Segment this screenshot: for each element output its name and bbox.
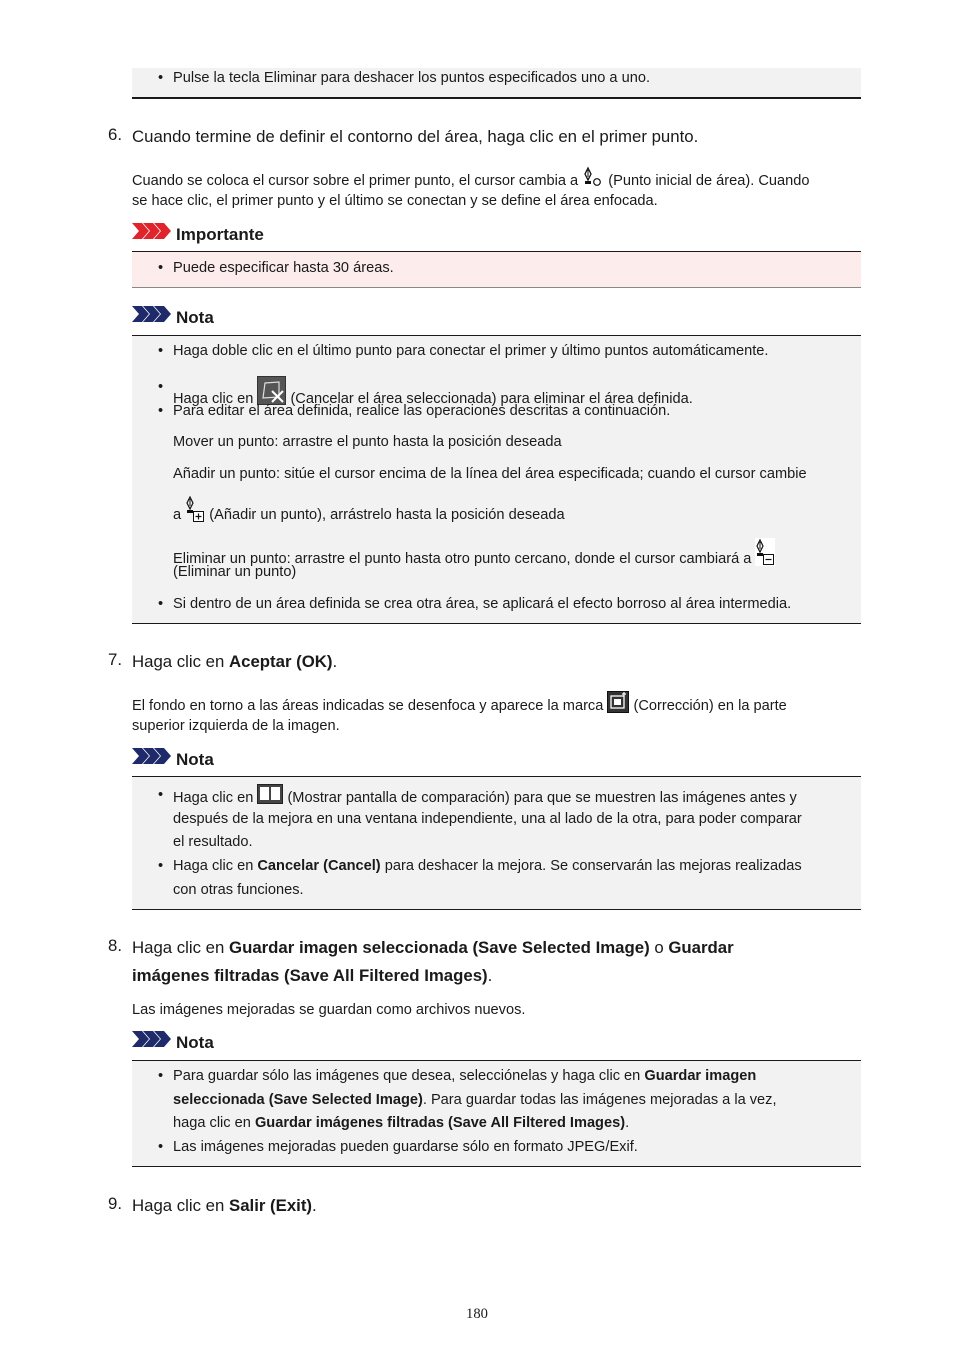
step-7-text-bold: Aceptar (OK) [229, 652, 333, 671]
step-7-text [132, 648, 861, 676]
bullet: • [158, 596, 164, 612]
important-bullet-1: Puede especificar hasta 30 áreas. [173, 260, 394, 276]
note-3-bullet-1-bold-1: Guardar imagen [644, 1068, 757, 1084]
step-8-line-1 [132, 934, 861, 962]
bullet: • [158, 260, 164, 276]
note-1-bottom-rule [132, 623, 861, 624]
note-2-heading [132, 749, 214, 771]
note-3-bullet-1-line-1 [173, 1065, 855, 1089]
step-9-number: 9. [108, 1194, 122, 1213]
note-1-add-point-line [173, 496, 855, 531]
note-3-label: Nota [176, 1033, 214, 1053]
bullet: • [158, 787, 164, 803]
note-3-bullet-1-bold-3: Guardar imágenes filtradas (Save All Filtered Images) [254, 1115, 626, 1131]
note-1-add-point-c: (Añadir un punto), arrástrelo hasta la posición deseada [209, 507, 565, 523]
important-chevron-icon [132, 222, 172, 249]
step-6-number: 6. [108, 125, 122, 144]
note-3-bullet-1-c: haga clic en [173, 1115, 255, 1131]
bullet: • [158, 343, 164, 359]
note-1-delete-point-b: (Eliminar un punto) [173, 564, 297, 580]
note-3-bottom-rule [132, 1166, 861, 1167]
note-2-bullet-2-b: para deshacer la mejora. Se conservarán las mejoras realizadas [380, 858, 802, 874]
step-7-text-b: . [332, 652, 338, 671]
page-number: 180 [466, 1306, 488, 1322]
note-1-label: Nota [176, 308, 214, 328]
note-2-bullet-1-d: el resultado. [173, 834, 253, 850]
important-bottom-rule [132, 287, 861, 288]
step-6-para-a: Cuando se coloca el cursor sobre el primer punto, el cursor cambia a [132, 173, 579, 189]
note-chevron-icon [132, 747, 172, 774]
note-3-heading [132, 1032, 214, 1054]
step-7-para-c: superior izquierda de la imagen. [132, 718, 340, 734]
bullet: • [158, 70, 164, 86]
note-1-bullet-3: Para editar el área definida, realice las operaciones descritas a continuación. [173, 403, 671, 419]
note-2-bullet-2 [173, 855, 855, 879]
step-8-line-1-a: Haga clic en [132, 938, 230, 957]
note-chevron-icon [132, 1030, 172, 1057]
step-9-text [132, 1192, 861, 1220]
note-2-bullet-1-c: después de la mejora en una ventana independiente, una al lado de la otra, para poder comparar [173, 811, 802, 827]
step-6-para-c: se hace clic, el primer punto y el último se conectan y se define el área enfocada. [132, 193, 658, 209]
note-1-add-point-b: a [173, 507, 182, 523]
step-8-line-1-bold-1: Guardar imagen seleccionada (Save Selected Image) [229, 938, 650, 957]
note-2-bullet-2-bold: Cancelar (Cancel) [257, 858, 381, 874]
step-8-number: 8. [108, 936, 122, 955]
step-6-para-b: (Punto inicial de área). Cuando [608, 173, 810, 189]
bullet: • [158, 858, 164, 874]
note-1-heading [132, 307, 214, 329]
bullet: • [158, 379, 164, 395]
note-2-bullet-1-a: Haga clic en [173, 790, 254, 806]
step-9-text-a: Haga clic en [132, 1196, 230, 1215]
note-1-bullet-1: Haga doble clic en el último punto para conectar el primer y último puntos automáticamente. [173, 343, 769, 359]
step-7-para-b: (Corrección) en la parte [633, 698, 787, 714]
step-7-number: 7. [108, 650, 122, 669]
note-2-bullet-2-a: Haga clic en [173, 858, 258, 874]
important-label: Importante [176, 225, 264, 245]
note-3-bullet-1-d: . [625, 1115, 630, 1131]
note-1-bullet-4: Si dentro de un área definida se crea otra área, se aplicará el efecto borroso al área intermedia. [173, 596, 792, 612]
step-8-line-1-bold-2: Guardar [668, 938, 734, 957]
step-6-text: Cuando termine de definir el contorno del área, haga clic en el primer punto. [132, 127, 699, 146]
note-3-bullet-2: Las imágenes mejoradas pueden guardarse sólo en formato JPEG/Exif. [173, 1139, 638, 1155]
note-2-bullet-2-c: con otras funciones. [173, 882, 304, 898]
step-9-text-bold: Salir (Exit) [229, 1196, 313, 1215]
top-note-bullet-1: Pulse la tecla Eliminar para deshacer los puntos especificados uno a uno. [173, 70, 651, 86]
note-2-bottom-rule [132, 909, 861, 910]
note-1-bullet-2-b: (Cancelar el área seleccionada) para eliminar el área definida. [290, 391, 693, 407]
bullet: • [158, 1139, 164, 1155]
step-7-para-a: El fondo en torno a las áreas indicadas se desenfoca y aparece la marca [132, 698, 604, 714]
note-1-bullet-2-a: Haga clic en [173, 391, 254, 407]
step-8-line-2-bold: imágenes filtradas (Save All Filtered Images) [132, 966, 488, 985]
note-3-bullet-1-a: Para guardar sólo las imágenes que desea, selecciónelas y haga clic en [173, 1068, 645, 1084]
note-3-bullet-1-b: . Para guardar todas las imágenes mejoradas a la vez, [422, 1092, 777, 1108]
note-chevron-icon [132, 305, 172, 332]
step-8-line-1-b: o [649, 938, 669, 957]
bullet: • [158, 403, 164, 419]
note-3-bullet-1-line-3 [173, 1112, 855, 1136]
top-note-bottom-rule [132, 97, 861, 99]
note-1-delete-point-a: Eliminar un punto: arrastre el punto hasta otro punto cercano, donde el cursor cambiará a [173, 551, 752, 567]
add-point-icon [185, 496, 205, 531]
step-8-line-2-b: . [487, 966, 493, 985]
note-2-label: Nota [176, 750, 214, 770]
note-1-move-point: Mover un punto: arrastre el punto hasta la posición deseada [173, 434, 562, 450]
note-2-bullet-1-b: (Mostrar pantalla de comparación) para que se muestren las imágenes antes y [287, 790, 797, 806]
note-3-bullet-1-line-2 [173, 1089, 855, 1113]
note-1-add-point-a: Añadir un punto: sitúe el cursor encima de la línea del área especificada; cuando el cursor cambie [173, 466, 807, 482]
important-heading [132, 224, 264, 246]
step-8-line-2 [132, 962, 861, 990]
step-8-paragraph: Las imágenes mejoradas se guardan como archivos nuevos. [132, 1002, 526, 1018]
step-9-text-b: . [312, 1196, 317, 1215]
note-3-bullet-1-bold-2: seleccionada (Save Selected Image) [173, 1092, 423, 1108]
bullet: • [158, 1068, 164, 1084]
step-7-text-a: Haga clic en [132, 652, 230, 671]
